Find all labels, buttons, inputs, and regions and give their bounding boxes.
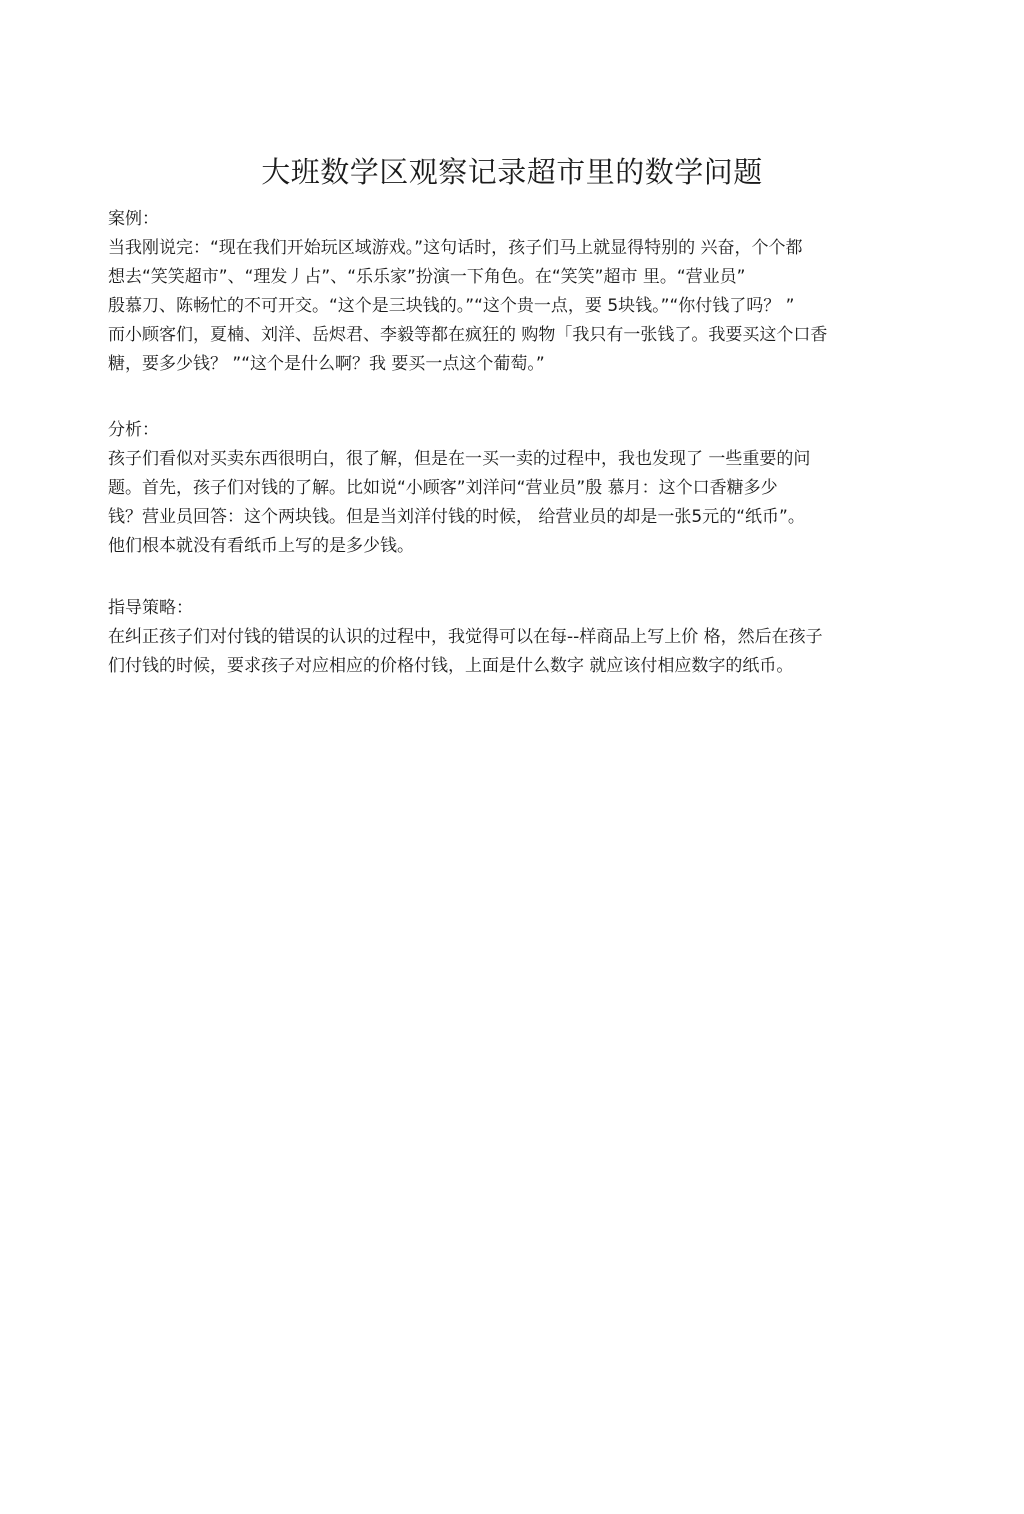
section-analysis — [108, 416, 938, 561]
section-heading-case: 案例： — [108, 209, 159, 229]
section-heading-analysis: 分析： — [108, 420, 159, 440]
paragraph-line: 糖，要多少钱？ ”“这个是什么啊？我 要买一点这个葡萄。” — [108, 354, 545, 374]
section-body-analysis — [108, 445, 938, 561]
paragraph-line: 殷慕刀、陈畅忙的不可开交。“这个是三块钱的。”“这个贵一点，要 5块钱。”“你付钱了吗？ ” — [108, 296, 795, 316]
paragraph-line: 钱？营业员回答：这个两块钱。但是当刘洋付钱的时候， 给营业员的却是一张5元的“纸币”。 — [108, 507, 805, 527]
paragraph-line: 孩子们看似对买卖东西很明白，很了解，但是在一买一卖的过程中，我也发现了 一些重要的问 — [108, 449, 811, 469]
section-case — [108, 205, 938, 379]
paragraph-line: 他们根本就没有看纸币上写的是多少钱。 — [108, 536, 414, 556]
paragraph-line: 想去“笑笑超市”、“理发丿占”、“乐乐家”扮演一下角色。在“笑笑”超市 里。“营业员” — [108, 267, 746, 287]
paragraph-line: 们付钱的时候，要求孩子对应相应的价格付钱，上面是什么数字 就应该付相应数字的纸币。 — [108, 656, 794, 676]
paragraph-line: 在纠正孩子们对付钱的错误的认识的过程中，我觉得可以在每--样商品上写上价 格，然后在孩子 — [108, 627, 823, 647]
section-heading-strategy: 指导策略： — [108, 598, 193, 618]
paragraph-line: 题。首先，孩子们对钱的了解。比如说“小顾客”刘洋问“营业员”殷 慕月：这个口香糖多少 — [108, 478, 778, 498]
section-body-strategy — [108, 623, 938, 681]
paragraph-line: 而小顾客们，夏楠、刘洋、岳烬君、李毅等都在疯狂的 购物「我只有一张钱了。我要买这个口香 — [108, 325, 828, 345]
document-title: 大班数学区观察记录超市里的数学问题 — [261, 155, 763, 189]
paragraph-line: 当我刚说完：“现在我们开始玩区域游戏。”这句话时，孩子们马上就显得特别的 兴奋，个个都 — [108, 238, 803, 258]
section-body-case — [108, 234, 938, 379]
section-strategy — [108, 594, 938, 681]
